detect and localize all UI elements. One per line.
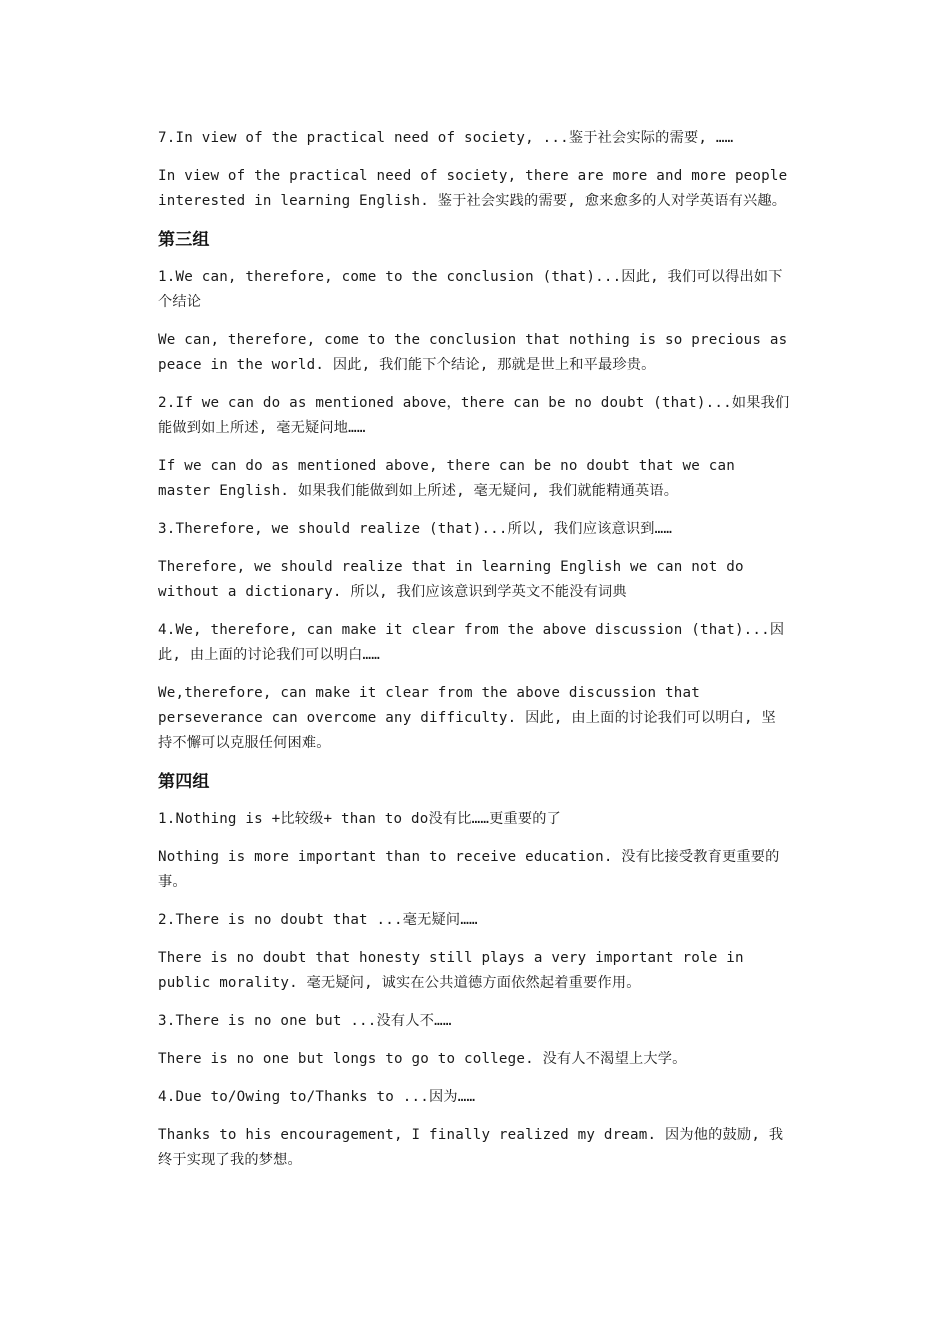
section-heading: 第四组 [158, 772, 210, 792]
paragraph: 1.Nothing is +比较级+ than to do没有比……更重要的了 [158, 811, 562, 827]
paragraph: We can, therefore, come to the conclusion that nothing is so precious as peace in the world. 因此, 我们能下个结论, 那就是世上和平最珍贵。 [158, 332, 788, 373]
paragraph: 4.Due to/Owing to/Thanks to ...因为…… [158, 1089, 476, 1105]
paragraph: 4.We, therefore, can make it clear from the above discussion (that)...因此, 由上面的讨论我们可以明白…… [158, 622, 785, 663]
paragraph: Nothing is more important than to receive education. 没有比接受教育更重要的事。 [158, 849, 780, 890]
paragraph: If we can do as mentioned above, there can be no doubt that we can master English. 如果我们能做到如上所述, 毫无疑问, 我们就能精通英语。 [158, 458, 735, 499]
paragraph: 3.Therefore, we should realize (that)...所以, 我们应该意识到…… [158, 521, 673, 537]
paragraph: We,therefore, can make it clear from the above discussion that perseverance can overcome any difficulty. 因此, 由上面的讨论我们可以明白, 坚持不懈可以克服任何困难。 [158, 685, 776, 751]
paragraph: 2.If we can do as mentioned above，there can be no doubt (that)...如果我们能做到如上所述, 毫无疑问地…… [158, 395, 790, 436]
paragraph: There is no doubt that honesty still plays a very important role in public morality. 毫无疑问, 诚实在公共道德方面依然起着重要作用。 [158, 950, 744, 991]
paragraph: 3.There is no one but ...没有人不…… [158, 1013, 452, 1029]
section-heading: 第三组 [158, 230, 210, 250]
paragraph: Thanks to his encouragement, I finally realized my dream. 因为他的鼓励, 我终于实现了我的梦想。 [158, 1127, 784, 1168]
paragraph: Therefore, we should realize that in learning English we can not do without a dictionary. 所以, 我们应该意识到学英文不能没有词典 [158, 559, 744, 600]
paragraph: In view of the practical need of society, there are more and more people interested in learning English. 鉴于社会实践的需要, 愈来愈多的人对学英语有兴趣。 [158, 168, 788, 209]
paragraph: There is no one but longs to go to college. 没有人不渴望上大学。 [158, 1051, 687, 1067]
paragraph: 2.There is no doubt that ...毫无疑问…… [158, 912, 478, 928]
paragraph: 7.In view of the practical need of society, ...鉴于社会实际的需要, …… [158, 130, 734, 146]
paragraph: 1.We can, therefore, come to the conclusion (that)...因此, 我们可以得出如下个结论 [158, 269, 783, 310]
document-page [158, 122, 790, 1186]
